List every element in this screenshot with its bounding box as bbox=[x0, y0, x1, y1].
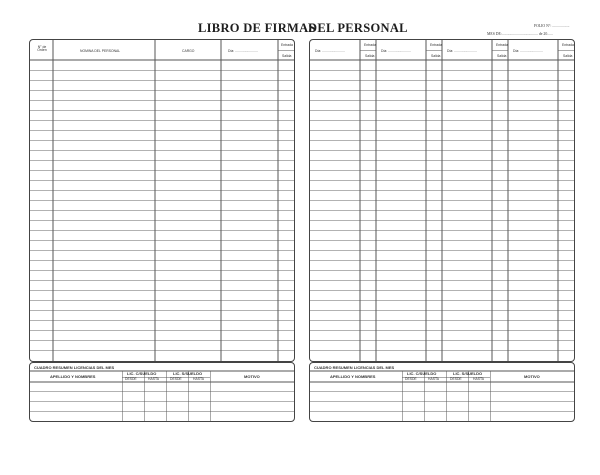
col-header-motivo: MOTIVO bbox=[524, 374, 540, 379]
col-header-entrada-1: Entrada bbox=[364, 43, 376, 47]
col-header-desde-1: DESDE bbox=[405, 377, 417, 381]
col-header-dia-3: Día: ........................ bbox=[447, 49, 477, 53]
col-header-entrada: Entrada bbox=[281, 43, 293, 47]
left-licencias-table bbox=[29, 362, 295, 422]
col-header-salida: Salida bbox=[282, 54, 292, 58]
col-header-dia-4: Día: ........................ bbox=[513, 49, 543, 53]
col-header-lic-con: LIC. C/SUELDO bbox=[407, 371, 437, 376]
col-header-salida-4: Salida bbox=[563, 54, 573, 58]
col-header-entrada-4: Entrada bbox=[562, 43, 574, 47]
folio-field: FOLIO N°: .................. bbox=[534, 24, 570, 28]
left-licencias-grid bbox=[30, 363, 294, 421]
left-table-grid bbox=[30, 40, 294, 361]
col-header-hasta-1: HASTA bbox=[428, 377, 440, 381]
col-header-dia-1: Día: ........................ bbox=[315, 49, 345, 53]
col-header-lic-sin: LIC. S/SUELDO bbox=[453, 371, 483, 376]
col-header-motivo: MOTIVO bbox=[244, 374, 260, 379]
col-header-dia-2: Día: ........................ bbox=[381, 49, 411, 53]
page-title-left: LIBRO DE FIRMAS bbox=[198, 21, 316, 35]
col-header-hasta-2: HASTA bbox=[193, 377, 205, 381]
col-header-lic-sin: LIC. S/SUELDO bbox=[173, 371, 203, 376]
right-licencias-table bbox=[309, 362, 575, 422]
col-header-cargo: CARGO bbox=[182, 49, 195, 53]
right-attendance-table bbox=[309, 39, 575, 362]
col-header-desde-1: DESDE bbox=[125, 377, 137, 381]
page-title-right: DEL PERSONAL bbox=[308, 21, 408, 35]
col-header-desde-2: DESDE bbox=[170, 377, 182, 381]
col-header-entrada-2: Entrada bbox=[430, 43, 442, 47]
licencias-title: CUADRO RESUMEN LICENCIAS DEL MES bbox=[34, 365, 115, 370]
col-header-salida-2: Salida bbox=[431, 54, 441, 58]
col-header-apellido: APELLIDO Y NOMBRES bbox=[50, 374, 96, 379]
col-header-entrada-3: Entrada bbox=[496, 43, 508, 47]
col-header-hasta-1: HASTA bbox=[148, 377, 160, 381]
col-header-nomina: NOMINA DEL PERSONAL bbox=[80, 49, 121, 53]
col-header-salida-3: Salida bbox=[497, 54, 507, 58]
col-header-desde-2: DESDE bbox=[450, 377, 462, 381]
col-header-lic-con: LIC. C/SUELDO bbox=[127, 371, 157, 376]
col-header-salida-1: Salida bbox=[365, 54, 375, 58]
licencias-title: CUADRO RESUMEN LICENCIAS DEL MES bbox=[314, 365, 395, 370]
col-header-hasta-2: HASTA bbox=[473, 377, 485, 381]
right-table-grid bbox=[310, 40, 574, 361]
col-header-apellido: APELLIDO Y NOMBRES bbox=[330, 374, 376, 379]
right-licencias-grid bbox=[310, 363, 574, 421]
col-header-orden: N° de Orden bbox=[37, 45, 47, 53]
left-attendance-table bbox=[29, 39, 295, 362]
mes-field: MES DE:...................................... de 20...... bbox=[487, 32, 553, 36]
col-header-dia: Día: ........................ bbox=[228, 49, 258, 53]
